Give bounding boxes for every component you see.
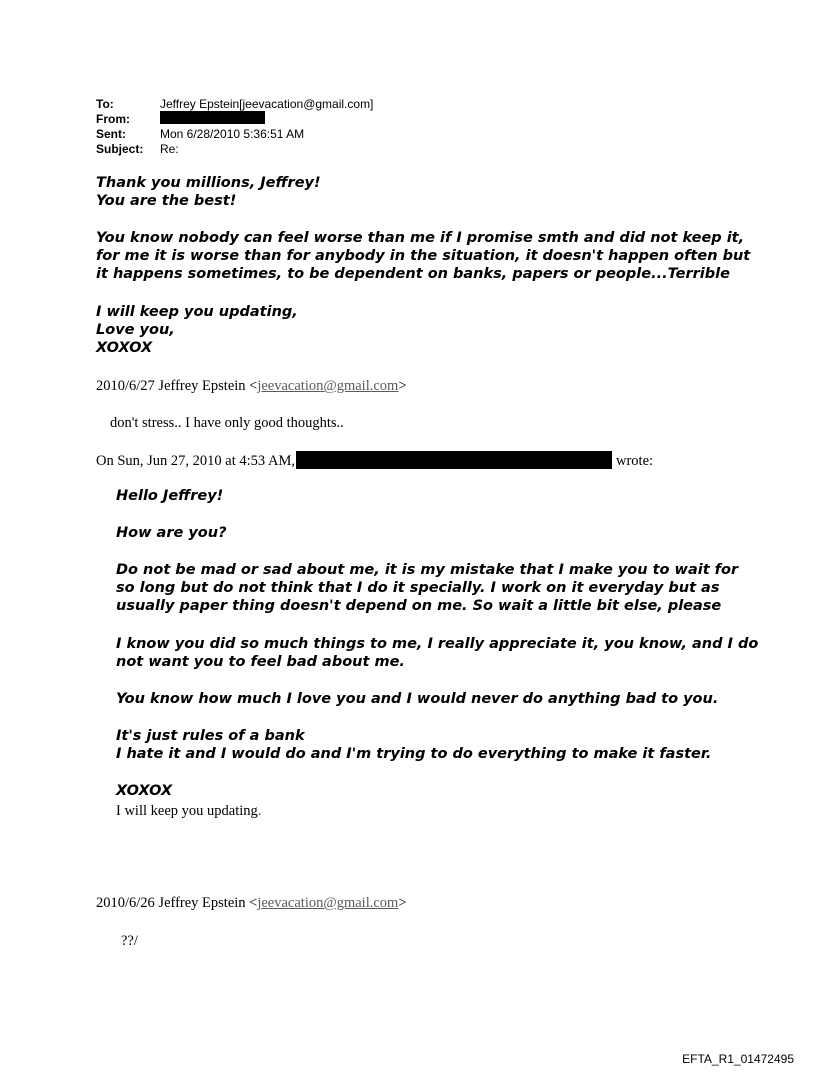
quote-line: I hate it and I would do and I'm trying to do everything to make it faster. <box>116 746 712 762</box>
to-value: Jeffrey Epstein[jeevacation@gmail.com] <box>160 97 374 111</box>
sent-label: Sent: <box>96 127 126 141</box>
quote-line: I know you did so much things to me, I really appreciate it, you know, and I do <box>116 636 759 652</box>
from-redaction <box>160 111 265 127</box>
quote-line: How are you? <box>116 525 227 541</box>
update-text: I will keep you updating <box>116 803 258 819</box>
sent-value: Mon 6/28/2010 5:36:51 AM <box>160 127 305 141</box>
quote-line: Hello Jeffrey! <box>116 488 224 504</box>
reply-line: XOXOX <box>96 340 153 356</box>
reply-line: You are the best! <box>96 193 237 209</box>
quote-line: so long but do not think that I do it specially. I work on it everyday but as <box>116 580 720 596</box>
reply-line: You know nobody can feel worse than me if I promise smth and did not keep it, <box>96 230 745 246</box>
quote-header-prefix: 2010/6/26 Jeffrey Epstein < <box>96 895 258 911</box>
reply-line: Love you, <box>96 322 175 338</box>
quote-header-2 <box>96 451 653 470</box>
email-link[interactable]: jeevacation@gmail.com <box>257 895 399 911</box>
quote-line: not want you to feel bad about me. <box>116 654 405 670</box>
subject-value: Re: <box>160 142 179 156</box>
quote-header-suffix: wrote: <box>616 453 654 469</box>
quote-line: It's just rules of a bank <box>116 728 305 744</box>
from-label: From: <box>96 112 130 126</box>
quote-line: XOXOX <box>116 783 173 799</box>
quote-update-line <box>116 802 261 820</box>
reply-line: Thank you millions, Jeffrey! <box>96 175 321 191</box>
update-period: . <box>257 803 262 819</box>
document-id: EFTA_R1_01472495 <box>682 1052 794 1066</box>
subject-label: Subject: <box>96 142 144 156</box>
quote-line: You know how much I love you and I would never do anything bad to you. <box>116 691 719 707</box>
quote-header-suffix: > <box>398 378 407 394</box>
quote-body-3: ??/ <box>121 933 138 949</box>
email-link[interactable]: jeevacation@gmail.com <box>257 378 399 394</box>
quote-header-1 <box>96 377 407 395</box>
quote-line: usually paper thing doesn't depend on me. So wait a little bit else, please <box>116 598 722 614</box>
reply-line: I will keep you updating, <box>96 304 298 320</box>
quote-body-1: don't stress.. I have only good thoughts.. <box>110 415 344 431</box>
quote-line: Do not be mad or sad about me, it is my mistake that I make you to wait for <box>116 562 739 578</box>
quote-header-prefix: 2010/6/27 Jeffrey Epstein < <box>96 378 258 394</box>
quote-header-suffix: > <box>398 895 407 911</box>
reply-line: for me it is worse than for anybody in the situation, it doesn't happen often but <box>96 248 751 264</box>
sender-redaction <box>296 451 612 469</box>
to-label: To: <box>96 97 114 111</box>
reply-line: it happens sometimes, to be dependent on banks, papers or people...Terrible <box>96 266 730 282</box>
quote-header-prefix: On Sun, Jun 27, 2010 at 4:53 AM, <box>96 453 295 469</box>
quote-header-3 <box>96 894 407 912</box>
